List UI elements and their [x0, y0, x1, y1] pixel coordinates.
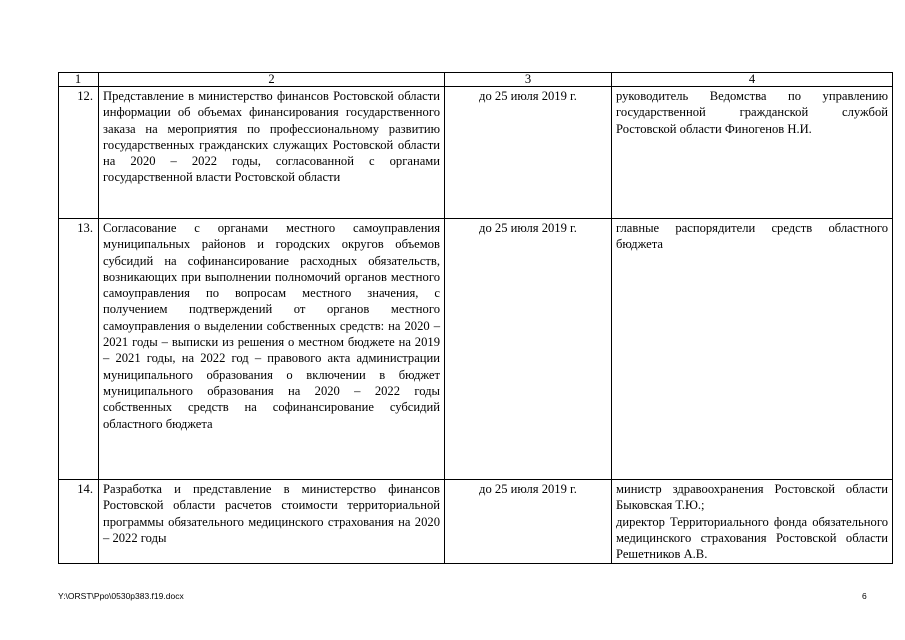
deadline-cell: до 25 июля 2019 г.	[445, 480, 612, 564]
table-header-row	[59, 73, 893, 87]
responsible-cell: руководитель Ведомства по управлению государственной гражданской службой Ростовской области Финогенов Н.И.	[612, 87, 893, 219]
responsible-line: директор Территориального фонда обязательного медицинского страхования Ростовской области Решетников А.В.	[616, 514, 888, 562]
task-cell: Согласование с органами местного самоуправления муниципальных районов и городских округов объемов субсидий на софинансирование расходных обязательств, возникающих при выполнении полномочий органов местного самоуправления по вопросам местного значения, с получением подтверждений от органов местного самоуправления о выделении собственных средств: на 2020 – 2021 годы – выписки из решения о местном бюджете на 2019 – 2021 годы, на 2022 год – правового акта администрации муниципального образования о включении в бюджет муниципального образования на 2020 – 2022 годы собственных средств на софинансирование субсидий областного бюджета	[99, 219, 445, 480]
table-row	[59, 87, 893, 219]
header-cell-3: 3	[445, 73, 612, 87]
responsible-cell	[612, 480, 893, 564]
header-cell-4: 4	[612, 73, 893, 87]
header-cell-1: 1	[59, 73, 99, 87]
task-cell: Разработка и представление в министерство финансов Ростовской области расчетов стоимости территориальной программы обязательного медицинского страхования на 2020 – 2022 годы	[99, 480, 445, 564]
row-number: 12.	[59, 87, 99, 219]
row-number: 14.	[59, 480, 99, 564]
plan-table	[58, 72, 893, 564]
header-cell-2: 2	[99, 73, 445, 87]
table-row	[59, 480, 893, 564]
deadline-cell: до 25 июля 2019 г.	[445, 87, 612, 219]
footer-file-path: Y:\ORST\Ppo\0530p383.f19.docx	[58, 591, 184, 601]
deadline-cell: до 25 июля 2019 г.	[445, 219, 612, 480]
responsible-line: министр здравоохранения Ростовской области Быковская Т.Ю.;	[616, 482, 888, 513]
footer-page-number: 6	[862, 591, 867, 601]
responsible-cell: главные распорядители средств областного бюджета	[612, 219, 893, 480]
row-number: 13.	[59, 219, 99, 480]
table-row	[59, 219, 893, 480]
task-cell: Представление в министерство финансов Ростовской области информации об объемах финансирования государственного заказа на мероприятия по профессиональному развитию государственных гражданских служащих Ростовской области на 2020 – 2022 годы, согласованной с органами государственной власти Ростовской области	[99, 87, 445, 219]
